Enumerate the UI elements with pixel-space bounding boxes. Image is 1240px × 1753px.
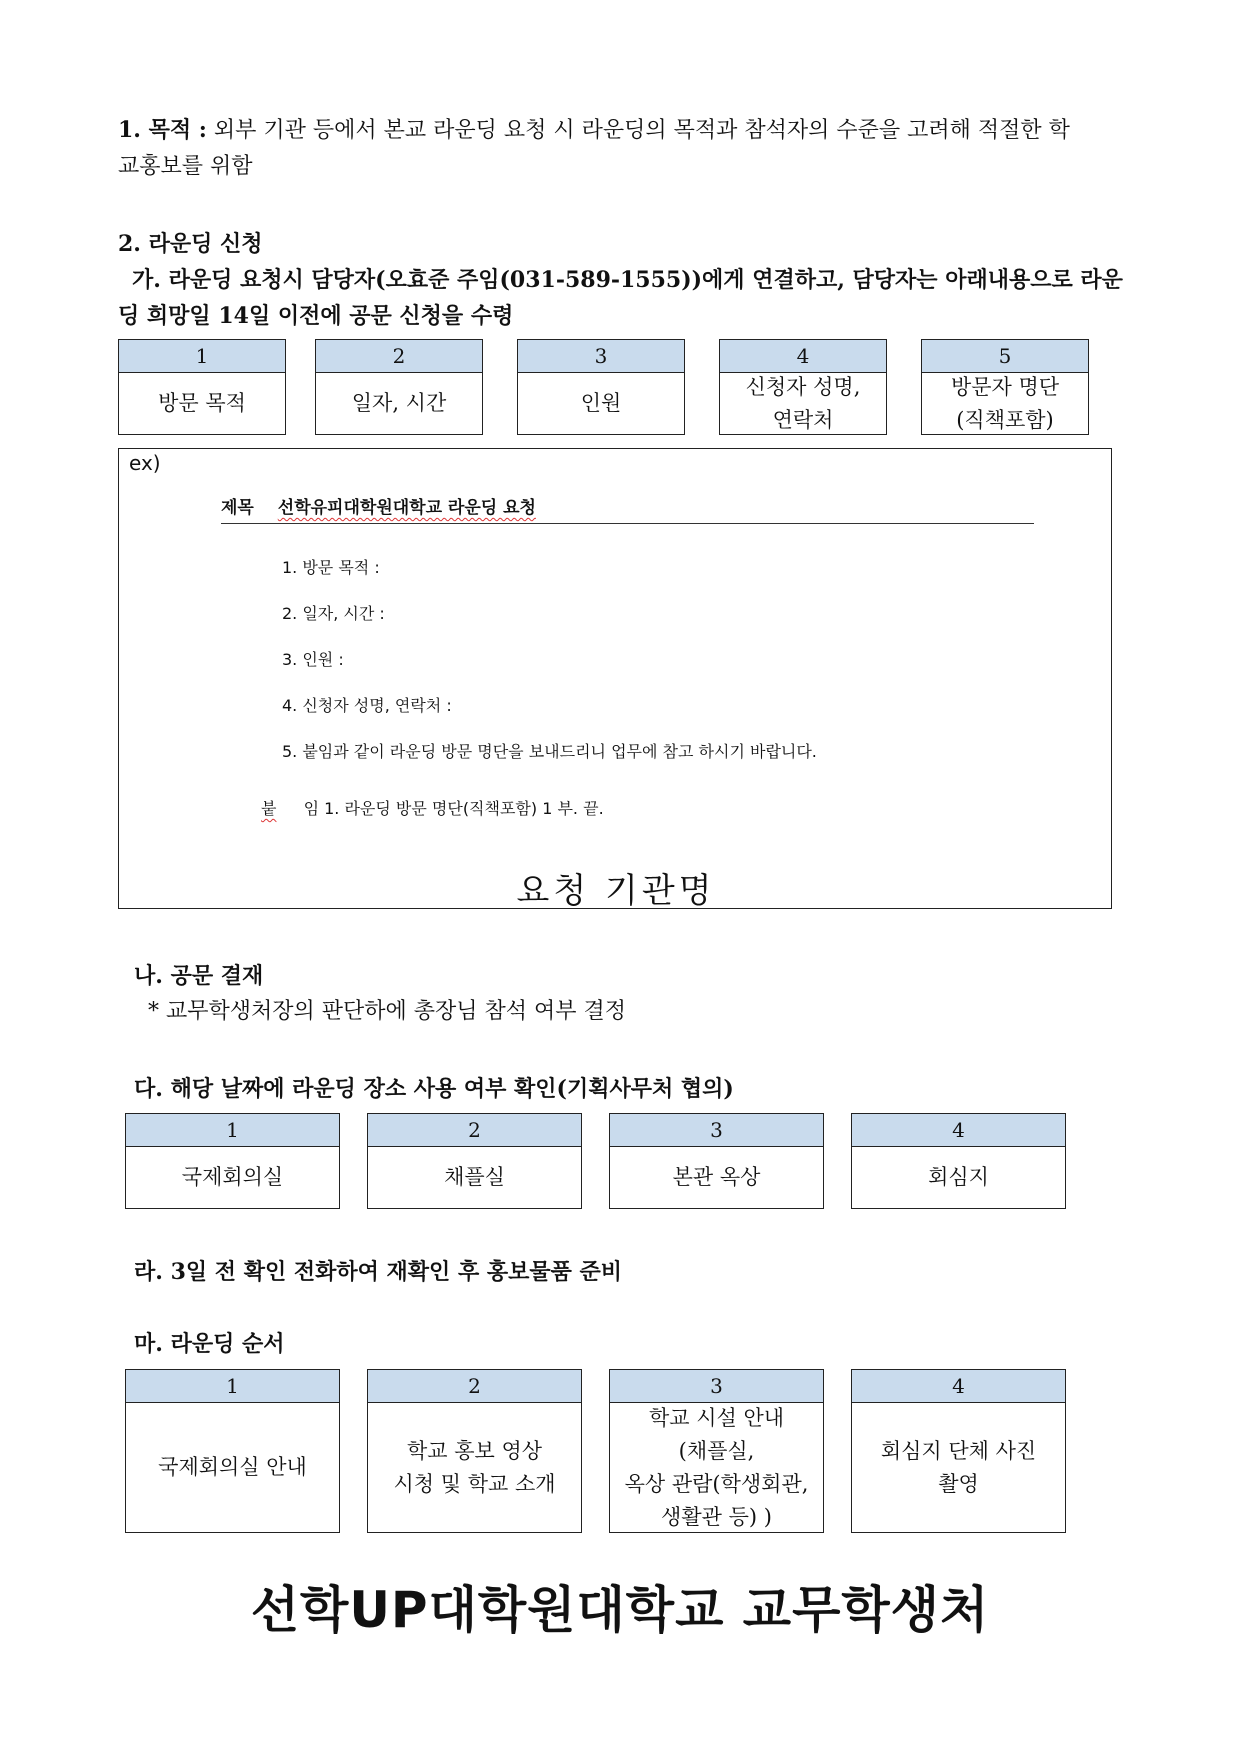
purpose-section [118, 112, 1128, 185]
order-title: 마. 라운딩 순서 [134, 1331, 285, 1357]
ga-line-1: 가. 라운딩 요청시 담당자(오효준 주임(031-589-1555))에게 연결하고, 담당자는 아래내용으로 라운 [132, 267, 1123, 293]
venue-num-4: 4 [852, 1114, 1065, 1147]
reconfirm-title: 라. 3일 전 확인 전화하여 재확인 후 홍보물품 준비 [134, 1259, 623, 1285]
order-text-4: 회심지 단체 사진 촬영 [880, 1438, 1037, 1496]
order-text-2: 학교 홍보 영상 시청 및 학교 소개 [393, 1438, 556, 1496]
step-num-3: 3 [518, 340, 684, 373]
application-ga [118, 262, 1128, 334]
venue-title: 다. 해당 날짜에 라운딩 장소 사용 여부 확인(기획사무처 협의) [134, 1076, 734, 1102]
step-box-1 [118, 339, 286, 435]
venue-box-3 [609, 1113, 824, 1209]
step-box-2 [315, 339, 483, 435]
venue-text-4: 회심지 [928, 1165, 989, 1189]
sample-item-4: 4. 신청자 성명, 연락처 : [282, 696, 452, 715]
footer-org-name: 선학UP대학원대학교 교무학생처 [250, 1581, 990, 1639]
purpose-label: 1. 목적 : [118, 117, 207, 143]
approval-title: 나. 공문 결재 [134, 963, 264, 989]
step-text-5: 방문자 명단 (직책포함) [950, 374, 1060, 432]
venue-box-4 [851, 1113, 1066, 1209]
venue-num-1: 1 [126, 1114, 339, 1147]
step-box-5 [921, 339, 1089, 435]
purpose-line-1 [118, 112, 1128, 149]
venue-num-3: 3 [610, 1114, 823, 1147]
venue-text-3: 본관 옥상 [672, 1165, 761, 1189]
approval-note: * 교무학생처장의 판단하에 총장님 참석 여부 결정 [148, 999, 627, 1024]
step-text-2: 일자, 시간 [351, 391, 447, 415]
ga-line-2: 딩 희망일 14일 이전에 공문 신청을 수령 [118, 303, 514, 329]
sample-items [282, 545, 817, 775]
venue-box-2 [367, 1113, 582, 1209]
sample-subject-row [221, 493, 1034, 524]
step-num-1: 1 [119, 340, 285, 373]
purpose-line-2: 교홍보를 위함 [118, 154, 253, 179]
sample-subject-label: 제목 [221, 498, 254, 518]
step-box-3 [517, 339, 685, 435]
sample-item-2: 2. 일자, 시간 : [282, 604, 385, 623]
sample-item-3: 3. 인원 : [282, 650, 344, 669]
sample-subject-text: 선학유피대학원대학교 라운딩 요청 [277, 498, 536, 518]
sample-document [118, 448, 1112, 909]
order-num-4: 4 [852, 1370, 1065, 1403]
step-num-2: 2 [316, 340, 482, 373]
order-text-1: 국제회의실 안내 [158, 1455, 307, 1479]
order-box-1 [125, 1369, 340, 1533]
step-num-5: 5 [922, 340, 1088, 373]
application-title: 2. 라운딩 신청 [118, 231, 263, 257]
order-num-3: 3 [610, 1370, 823, 1403]
venue-text-1: 국제회의실 [181, 1165, 284, 1189]
purpose-text: 외부 기관 등에서 본교 라운딩 요청 시 라운딩의 목적과 참석자의 수준을 고려해 적절한 학 [206, 118, 1070, 143]
step-text-1: 방문 목적 [158, 391, 246, 415]
sample-attach-text: 임 1. 라운딩 방문 명단(직책포함) 1 부. 끝. [303, 799, 604, 818]
order-text-3: 학교 시설 안내 (채플실, 옥상 관람(학생회관, 생활관 등) ) [624, 1405, 809, 1529]
sample-attach-label: 붙 [261, 799, 277, 818]
sample-item-5: 5. 붙임과 같이 라운딩 방문 명단을 보내드리니 업무에 참고 하시기 바랍니다. [282, 742, 817, 761]
sample-org-name: 요청 기관명 [516, 871, 716, 911]
order-num-1: 1 [126, 1370, 339, 1403]
venue-text-2: 채플실 [444, 1165, 505, 1189]
venue-box-1 [125, 1113, 340, 1209]
step-box-4 [719, 339, 887, 435]
order-box-3 [609, 1369, 824, 1533]
sample-attachment [261, 796, 604, 819]
sample-ex-label: ex) [129, 451, 161, 475]
order-num-2: 2 [368, 1370, 581, 1403]
step-text-4: 신청자 성명, 연락처 [745, 374, 861, 432]
venue-num-2: 2 [368, 1114, 581, 1147]
step-text-3: 인원 [580, 391, 622, 415]
order-box-4 [851, 1369, 1066, 1533]
order-box-2 [367, 1369, 582, 1533]
step-num-4: 4 [720, 340, 886, 373]
sample-item-1: 1. 방문 목적 : [282, 558, 380, 577]
